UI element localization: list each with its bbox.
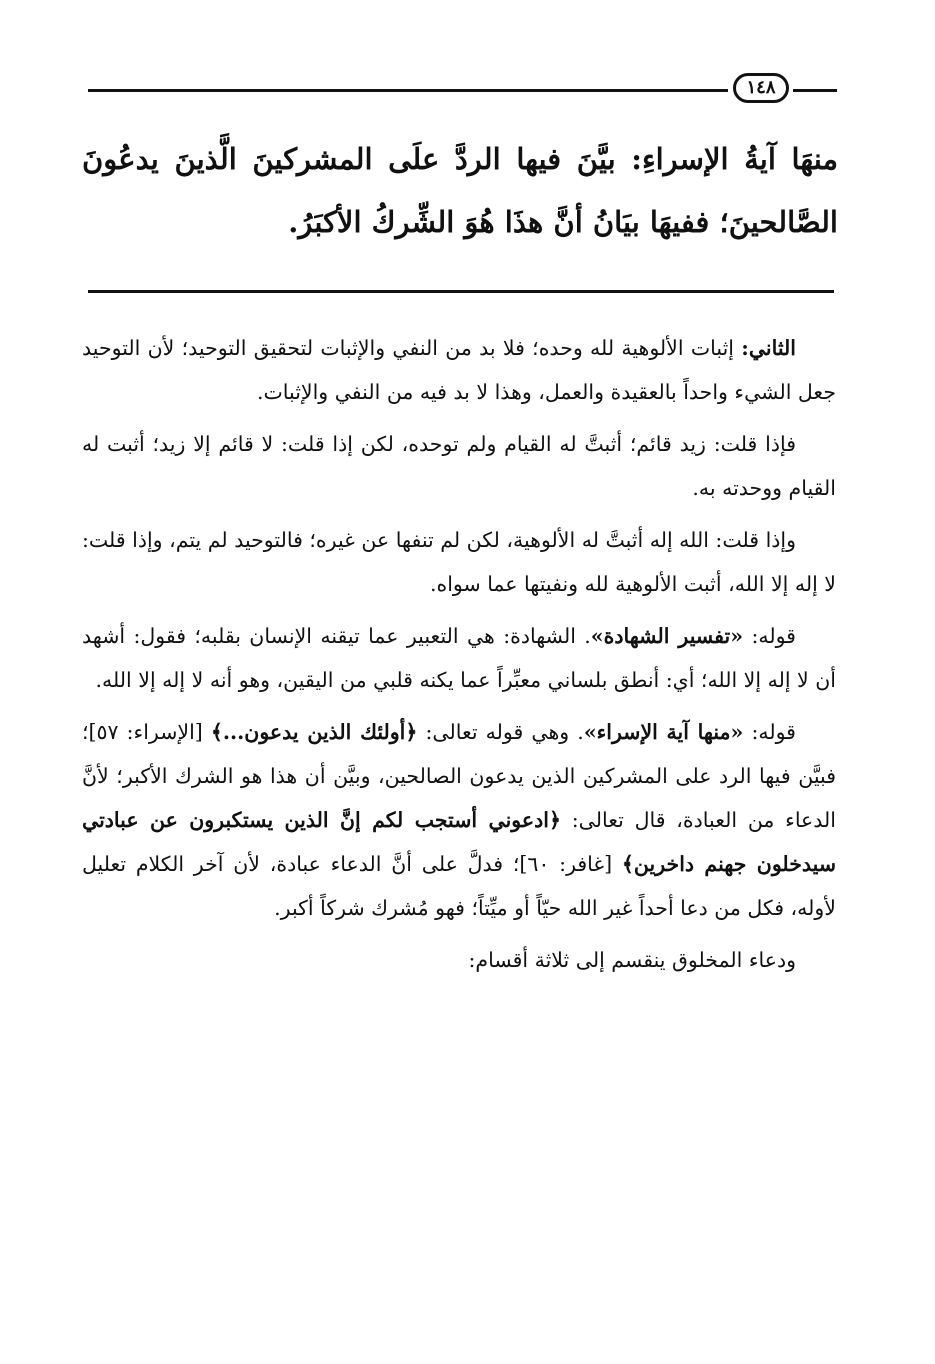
p3-text: وإذا قلت: الله إله أثبتَّ له الألوهية، لكن لم تنفها عن غيره؛ فالتوحيد لم يتم، وإذا قلت: لا إله إلا الله، أثبت الألوهية لله ونفيتها عما سواه. xyxy=(82,528,836,596)
p5-end: [غافر: ٦٠]؛ فدلَّ على أنَّ الدعاء عبادة، لأن آخر الكلام تعليل لأوله، فكل من دعا أحداً غير الله حيّاً أو ميِّتاً؛ فهو مُشرك شركاً أكبر. xyxy=(82,852,836,920)
page-number-badge xyxy=(733,73,789,103)
paragraph-3 xyxy=(82,518,836,606)
paragraph-1 xyxy=(82,326,836,414)
paragraph-4 xyxy=(82,614,836,702)
section-divider xyxy=(88,290,834,293)
p5-mid1: . وهي قوله تعالى: xyxy=(417,720,584,744)
commentary xyxy=(82,326,836,990)
p2-text: فإذا قلت: زيد قائم؛ أثبتَّ له القيام ولم توحده، لكن إذا قلت: لا قائم إلا زيد؛ أثبت له القيام ووحدته به. xyxy=(82,432,836,500)
p4-quote: «تفسير الشهادة» xyxy=(590,624,744,648)
p5-lead: قوله: xyxy=(743,720,796,744)
p5-quote: «منها آية الإسراء» xyxy=(583,720,744,744)
p1-text: إثبات الألوهية لله وحده؛ فلا بد من النفي والإثبات لتحقيق التوحيد؛ لأن التوحيد جعل الشيء واحداً بالعقيدة والعمل، وهذا لا بد فيه من النفي والإثبات. xyxy=(82,336,836,404)
matn-text: منهَا آيةُ الإسراءِ: بيَّنَ فيها الردَّ علَى المشركينَ الَّذينَ يدعُونَ الصَّالحينَ؛ ففيهَا بيَانُ أنَّ هذَا هُوَ الشِّركُ الأكبَرُ. xyxy=(82,142,838,239)
p4-text: . الشهادة: هي التعبير عما تيقنه الإنسان بقلبه؛ فقول: أشهد أن لا إله إلا الله؛ أي: أنطق بلساني معبِّراً عما يكنه قلبي من اليقين، وهو أنه لا إله إلا الله. xyxy=(82,624,836,692)
p5-verse1: ﴿أولئك الذين يدعون...﴾ xyxy=(210,720,418,744)
p1-lead: الثاني: xyxy=(741,336,796,360)
p5-mid2: [الإسراء: ٥٧]؛ فبيَّن فيها الرد على المشركين الذين يدعون الصالحين، وبيَّن أن هذا هو الشرك الأكبر؛ لأنَّ الدعاء من العبادة، قال تعالى: xyxy=(82,720,836,832)
p5-verse2: ﴿ادعوني أستجب لكم إنَّ الذين يستكبرون عن عبادتي سيدخلون جهنم داخرين﴾ xyxy=(82,808,836,876)
page-number: ١٤٨ xyxy=(746,77,776,98)
p4-lead: قوله: xyxy=(743,624,796,648)
paragraph-6 xyxy=(82,938,836,982)
p6-text: ودعاء المخلوق ينقسم إلى ثلاثة أقسام: xyxy=(468,948,796,972)
header-rule-left xyxy=(88,89,728,92)
page-header xyxy=(0,70,935,110)
header-rule-right xyxy=(793,89,837,92)
paragraph-2 xyxy=(82,422,836,510)
paragraph-5 xyxy=(82,710,836,930)
